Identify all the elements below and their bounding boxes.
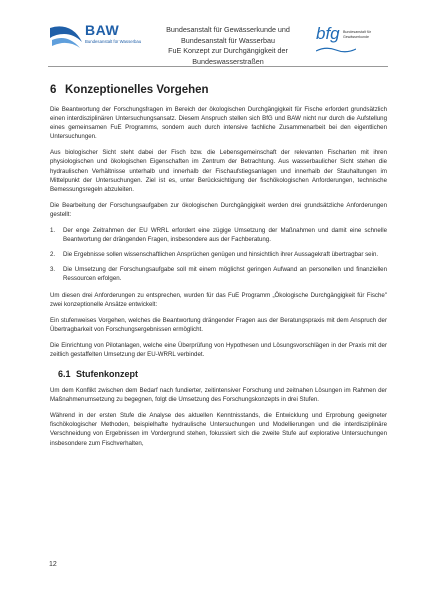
header-line-3: FuE Konzept zur Durchgängigkeit der Bundeswasserstraßen	[168, 46, 288, 66]
list-text: Die Ergebnisse sollen wissenschaftlichen Ansprüchen genügen und hinsichtlich ihrer Aussagekraft übertragbar sein.	[63, 251, 379, 259]
subsection-heading	[58, 369, 387, 379]
paragraph: Um dem Konflikt zwischen dem Bedarf nach fundierter, zeitintensiver Forschung und zeitnahen Lösungen im Rahmen der Maßnahmenumsetzung zu begegnen, folgt die Umsetzung des Forschungskonzepts in drei Stufen.	[50, 387, 387, 404]
paragraph: Die Beantwortung der Forschungsfragen im Bereich der ökologischen Durchgängigkeit für Fische erfordert grundsätzlich einen interdisziplinären Untersuchungsansatz. Diesem Anspruch stellen sich BfG und BAW nicht nur durch die Aufstellung eines gemeinsamen FuE Programms, sondern auch durch intensive fachliche Zusammenarbeit bei den eigentlichen Untersuchungen.	[50, 106, 387, 141]
paragraph: Um diesen drei Anforderungen zu entsprechen, wurden für das FuE Programm „Ökologische Durchgängigkeit für Fische" zwei konzeptionelle Ansätze entwickelt:	[50, 291, 387, 308]
list-item	[50, 250, 387, 259]
list-number: 3.	[50, 266, 56, 274]
section-heading	[50, 84, 387, 96]
page-number: 12	[49, 561, 57, 568]
paragraph: Ein stufenweises Vorgehen, welches die Beantwortung drängender Fragen aus der Beratungspraxis mit dem Anspruch der Übertragbarkeit von Forschungsergebnissen ermöglicht.	[50, 316, 387, 333]
paragraph: Aus biologischer Sicht steht dabei der Fisch bzw. die Lebensgemeinschaft der relevanten Fischarten mit ihren physiologischen und ökologischen Eigenschaften im Zentrum der Betrachtung. Aus wasserbaulicher Sicht stehen die hydraulischen Verhältnisse unterhalb und innerhalb der Fischaufstiegsanlagen und innerhalb der Stauhaltungen im Mittelpunkt der Untersuchungen. Ziel ist es, unter Berücksichtigung der fischökologischen Anforderungen, technische Bemessungsregeln abzuleiten.	[50, 149, 387, 193]
list-text: Der enge Zeitrahmen der EU WRRL erfordert eine zügige Umsetzung der Maßnahmen und damit eine schnelle Beantwortung der drängenden Fragen, insbesondere aus der Fachberatung.	[63, 227, 387, 244]
page-header	[0, 0, 423, 64]
section-title: Konzeptionelles Vorgehen	[65, 84, 209, 96]
header-line-1: Bundesanstalt für Gewässerkunde und	[166, 25, 290, 34]
paragraph: Während in der ersten Stufe die Analyse des aktuellen Kenntnisstands, die Entwicklung und Erprobung geeigneter fischökologischer Methoden, beispielhafte hydraulische Untersuchungen und Modellierungen und die interdisziplinäre Verschneidung von Ergebnissen im Vordergrund stehen, fokussiert sich die zweite Stufe auf explorative Untersuchungen insbesondere zum Fischverhalten,	[50, 412, 387, 447]
subsection-number: 6.1	[58, 369, 71, 380]
list-item	[50, 265, 387, 283]
page-content	[50, 84, 387, 455]
header-text	[138, 25, 318, 67]
list-number: 2.	[50, 251, 56, 259]
list-text: Die Umsetzung der Forschungsaufgabe soll mit einem möglichst geringen Aufwand an personellen und finanziellen Ressourcen erfolgen.	[63, 266, 387, 283]
subsection-title: Stufenkonzept	[76, 369, 138, 380]
paragraph: Die Einrichtung von Pilotanlagen, welche eine Überprüfung von Hypothesen und Lösungsvorschlägen in der Praxis mit der zeitlich gestaffelten Umsetzung der EU-WRRL verbindet.	[50, 341, 387, 358]
bfg-subtitle: Bundesanstalt für Gewässerkunde	[343, 30, 371, 39]
paragraph: Die Bearbeitung der Forschungsaufgaben zur ökologischen Durchgängigkeit werden drei grundsätzliche Anforderungen gestellt:	[50, 201, 387, 218]
bfg-wordmark: bfg	[316, 24, 340, 43]
baw-wordmark: BAW	[85, 22, 120, 38]
header-line-2: Bundesanstalt für Wasserbau	[180, 35, 276, 45]
baw-logo	[48, 22, 142, 54]
requirements-list	[50, 226, 387, 283]
baw-subtitle: Bundesanstalt für Wasserbau	[85, 39, 142, 44]
header-divider	[48, 66, 388, 67]
section-number: 6	[50, 84, 57, 96]
bfg-logo	[316, 24, 386, 60]
bfg-wave-icon	[316, 46, 356, 54]
list-number: 1.	[50, 227, 56, 235]
list-item	[50, 226, 387, 244]
baw-wave-icon	[48, 22, 84, 50]
